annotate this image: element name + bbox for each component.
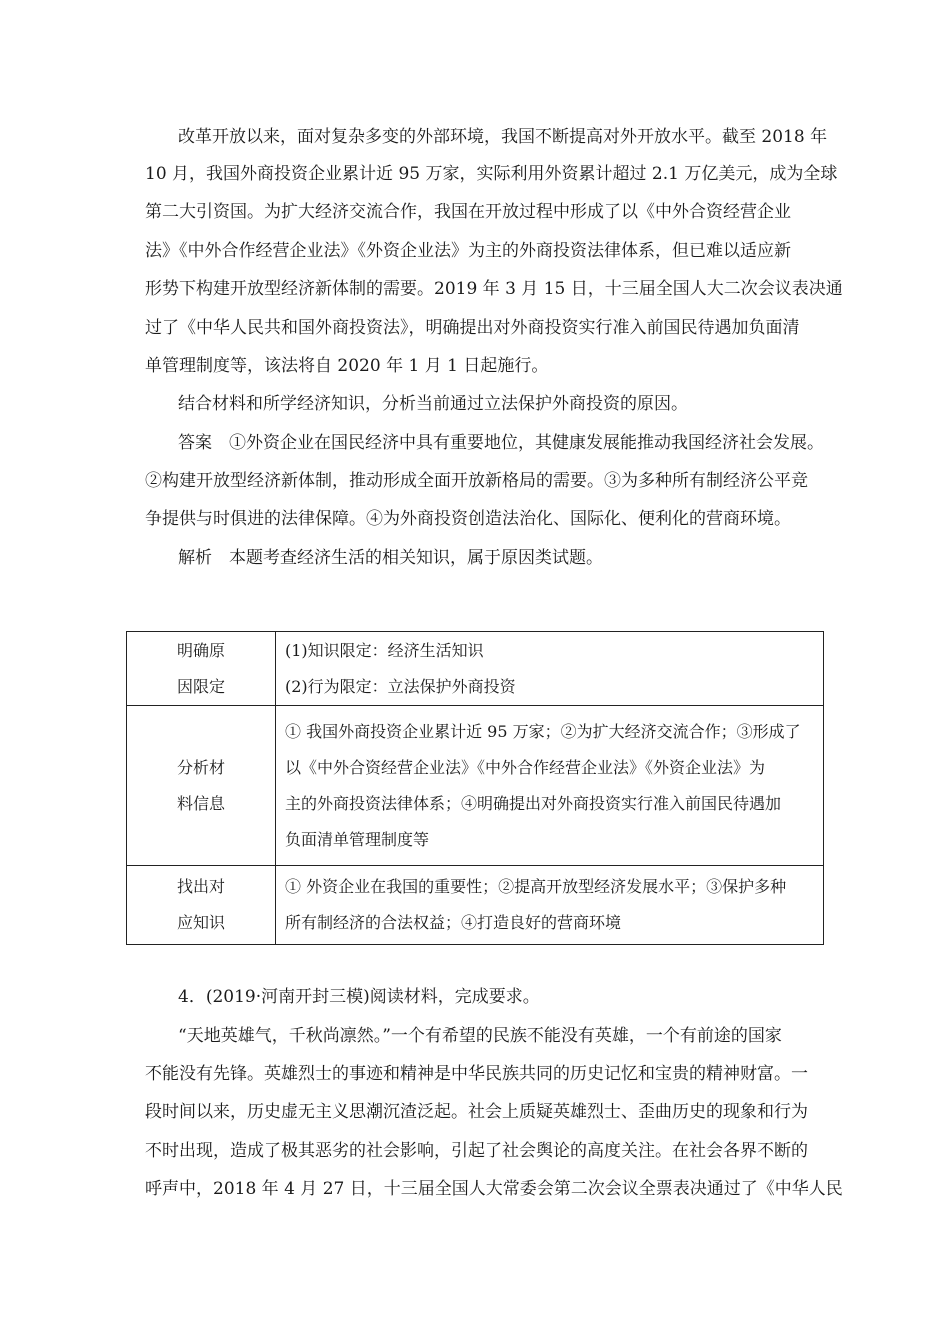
cell-line: ① 我国外商投资企业累计近 95 万家；②为扩大经济交流合作；③形成了 [285, 721, 801, 741]
cell-line: 所有制经济的合法权益；④打造良好的营商环境 [285, 913, 622, 932]
head-line: 分析材 [176, 757, 225, 777]
question-text: 结合材料和所学经济知识，分析当前通过立法保护外商投资的原因。 [178, 394, 688, 414]
head-line: 因限定 [176, 676, 225, 696]
question4-line: 不时出现，造成了极其恶劣的社会影响，引起了社会舆论的高度关注。在社会各界不断的 [145, 1141, 808, 1161]
answer-line: 答案 ①外资企业在国民经济中具有重要地位，其健康发展能推动我国经济社会发展。 [178, 433, 824, 453]
analysis-table [126, 631, 824, 945]
table-body-cell [276, 632, 824, 706]
head-line: 找出对 [176, 877, 225, 896]
question4-line: 段时间以来，历史虚无主义思潮沉渣泛起。社会上质疑英雄烈士、歪曲历史的现象和行为 [145, 1102, 808, 1122]
analysis-intro: 解析 本题考查经济生活的相关知识，属于原因类试题。 [178, 548, 603, 568]
table-body-cell [276, 866, 824, 945]
table-body-cell [276, 706, 824, 866]
material-line: 过了《中华人民共和国外商投资法》，明确提出对外商投资实行准入前国民待遇加负面清 [145, 318, 800, 338]
cell-line: 负面清单管理制度等 [285, 829, 430, 849]
material-line: 法》《中外合作经营企业法》《外资企业法》为主的外商投资法律体系，但已难以适应新 [145, 241, 791, 261]
material-line: 形势下构建开放型经济新体制的需要。2019 年 3 月 15 日，十三届全国人大二次会议表决通 [145, 279, 843, 299]
answer-line: 争提供与时俱进的法律保障。④为外商投资创造法治化、国际化、便利化的营商环境。 [145, 509, 791, 529]
material-line: 单管理制度等，该法将自 2020 年 1 月 1 日起施行。 [145, 356, 549, 376]
head-line: 明确原 [176, 640, 225, 660]
cell-line: 以《中外合资经营企业法》《中外合作经营企业法》《外资企业法》为 [285, 757, 766, 777]
cell-line: 主的外商投资法律体系；④明确提出对外商投资实行准入前国民待遇加 [285, 793, 782, 813]
cell-line: ① 外资企业在我国的重要性；②提高开放型经济发展水平；③保护多种 [285, 877, 787, 896]
material-line: 第二大引资国。为扩大经济交流合作，我国在开放过程中形成了以《中外合资经营企业 [145, 202, 791, 222]
head-line: 料信息 [176, 793, 225, 813]
question4-line: “天地英雄气，千秋尚凛然。”一个有希望的民族不能没有英雄，一个有前途的国家 [178, 1026, 782, 1046]
question4-line: 呼声中，2018 年 4 月 27 日，十三届全国人大常委会第二次会议全票表决通过了《中华人民 [145, 1179, 843, 1199]
head-line: 应知识 [176, 913, 225, 932]
answer-line: ②构建开放型经济新体制，推动形成全面开放新格局的需要。③为多种所有制经济公平竞 [145, 471, 808, 491]
table-row [127, 706, 824, 866]
table-head-cell [127, 706, 276, 866]
table-head-cell [127, 866, 276, 945]
table-head-cell [127, 632, 276, 706]
question4-title: 4．(2019·河南开封三模)阅读材料，完成要求。 [178, 987, 540, 1007]
material-line: 10 月，我国外商投资企业累计近 95 万家，实际利用外资累计超过 2.1 万亿美元，成为全球 [145, 164, 838, 184]
cell-line: (2)行为限定：立法保护外商投资 [285, 676, 516, 696]
material-line: 改革开放以来，面对复杂多变的外部环境，我国不断提高对外开放水平。截至 2018 年 [178, 127, 828, 147]
table-row [127, 632, 824, 706]
question4-line: 不能没有先锋。英雄烈士的事迹和精神是中华民族共同的历史记忆和宝贵的精神财富。一 [145, 1064, 808, 1084]
table-row [127, 866, 824, 945]
cell-line: (1)知识限定：经济生活知识 [285, 640, 484, 660]
